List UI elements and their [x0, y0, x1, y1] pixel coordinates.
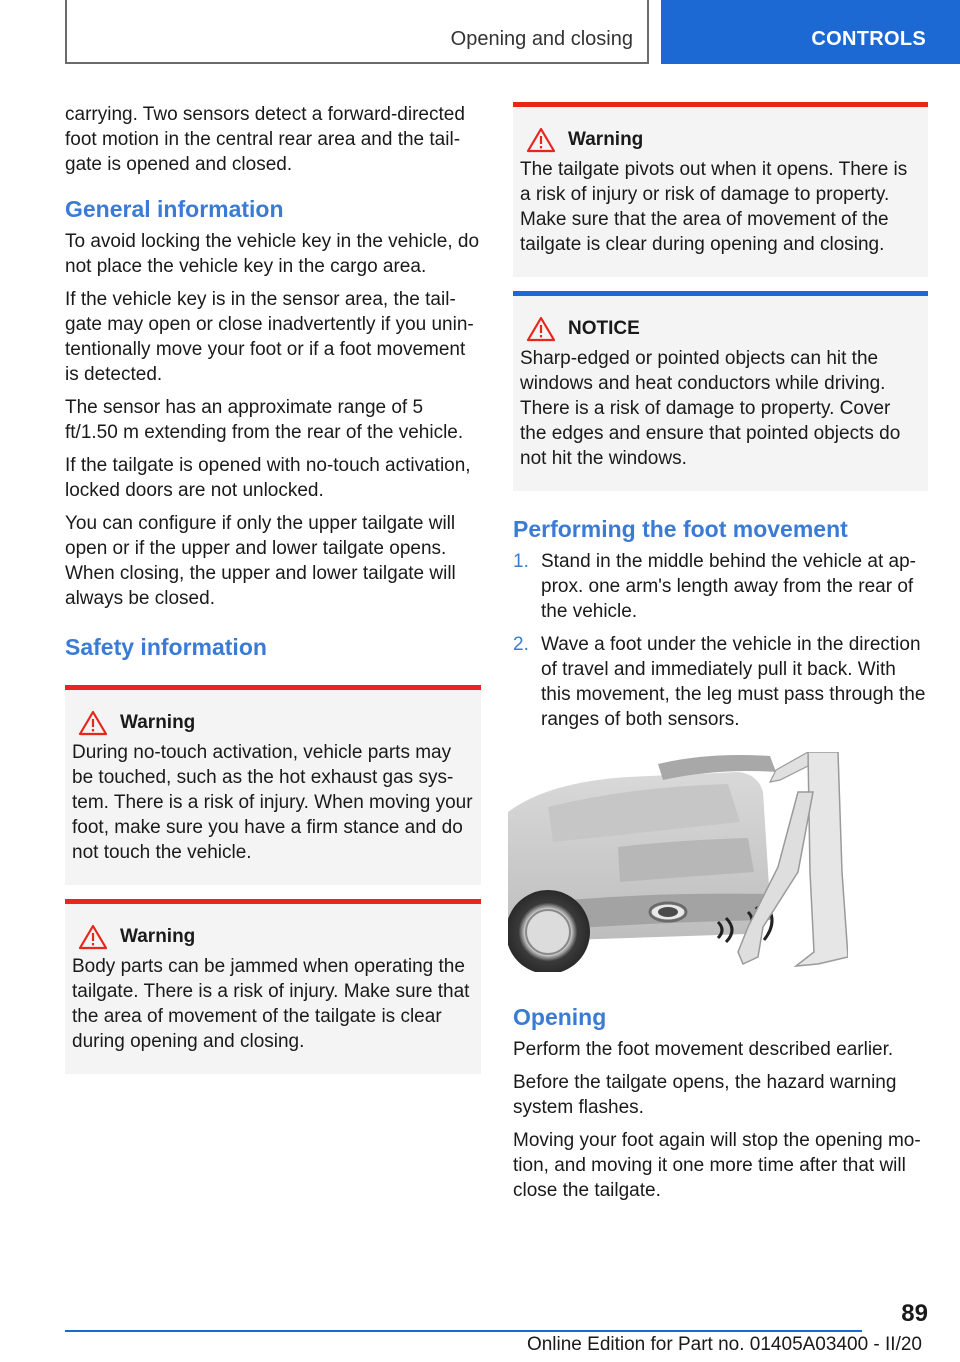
callout-header: [72, 710, 474, 736]
header-chapter-tab: [661, 0, 960, 64]
intro-paragraph: carrying. Two sensors detect a forward-directed foot motion in the central rear area and the tailgate is opened and closed.: [65, 104, 465, 175]
chapter-title: CONTROLS: [811, 28, 926, 50]
left-column: [65, 102, 481, 1074]
general-paragraph: To avoid locking the vehicle key in the vehicle, do not place the vehicle key in the cargo area.: [65, 231, 480, 277]
opening-paragraph: Moving your foot again will stop the opening motion, and moving it one more time after that will close the tailgate.: [513, 1130, 921, 1201]
callout-title: Warning: [568, 129, 644, 150]
list-item: [513, 632, 928, 732]
foot-movement-heading: Performing the foot movement: [513, 516, 848, 542]
footer-edition: Online Edition for Part no. 01405A03400 - II/20: [526, 1334, 922, 1355]
callout-header: [520, 316, 921, 342]
general-paragraph: The sensor has an approximate range of 5 ft/1.50 m extending from the rear of the vehicle.: [65, 397, 464, 443]
safety-information-heading: Safety information: [65, 634, 267, 660]
section-title: Opening and closing: [450, 28, 633, 50]
callout-title: NOTICE: [568, 318, 640, 339]
footer-rule: [65, 1330, 862, 1332]
step-number: 1.: [513, 551, 529, 572]
warning-triangle-icon: [526, 127, 556, 153]
callout-title: Warning: [120, 712, 196, 733]
warning-callout: [513, 102, 928, 277]
callout-text: The tailgate pivots out when it opens. There is a risk of injury or risk of damage to property. Make sure that the area of movement of the tailgate is clear during opening and closing.: [520, 159, 908, 255]
step-number: 2.: [513, 634, 529, 655]
list-item: [513, 549, 928, 624]
callout-text: Sharp-edged or pointed objects can hit the windows and heat conductors while driving. There is a risk of damage to property. Cover the edges and ensure that pointed objects do not hit the windows.: [520, 348, 901, 469]
header-section-tab: [65, 0, 649, 64]
callout-text: Body parts can be jammed when operating the tailgate. There is a risk of injury. Make sure that the area of movement of the tailgate is clear during opening and closing.: [72, 956, 470, 1052]
opening-paragraph: Before the tailgate opens, the hazard warning system flashes.: [513, 1072, 897, 1118]
page-number: 89: [901, 1300, 928, 1327]
callout-header: [72, 924, 474, 950]
opening-paragraph: Perform the foot movement described earlier.: [513, 1039, 894, 1060]
step-text: Stand in the middle behind the vehicle at approx. one arm's length away from the rear of the vehicle.: [541, 551, 916, 622]
callout-text: During no-touch activation, vehicle parts may be touched, such as the hot exhaust gas system. There is a risk of injury. When moving your foot, make sure you have a firm stance and do not touch the vehicle.: [72, 742, 473, 863]
step-text: Wave a foot under the vehicle in the direction of travel and immediately pull it back. With this movement, the leg must pass through the ranges of both sensors.: [541, 634, 926, 730]
opening-heading: Opening: [513, 1004, 607, 1030]
general-paragraph: You can configure if only the upper tailgate will open or if the upper and lower tailgate opens. When closing, the upper and lower tailgate will always be closed.: [65, 513, 456, 609]
callout-title: Warning: [120, 926, 196, 947]
warning-triangle-icon: [78, 710, 108, 736]
warning-triangle-icon: [78, 924, 108, 950]
general-paragraph: If the tailgate is opened with no-touch activation, locked doors are not unlocked.: [65, 455, 471, 501]
general-information-heading: General information: [65, 196, 284, 222]
general-paragraph: If the vehicle key is in the sensor area, the tailgate may open or close inadvertently if you unintentionally move your foot or if a foot movement is detected.: [65, 289, 474, 385]
notice-callout: [513, 291, 928, 491]
foot-movement-illustration: [508, 752, 848, 972]
steps-list: [513, 549, 928, 732]
callout-header: [520, 127, 921, 153]
right-column: [513, 102, 928, 1211]
warning-triangle-icon: [526, 316, 556, 342]
warning-callout: [65, 899, 481, 1074]
warning-callout: [65, 685, 481, 885]
